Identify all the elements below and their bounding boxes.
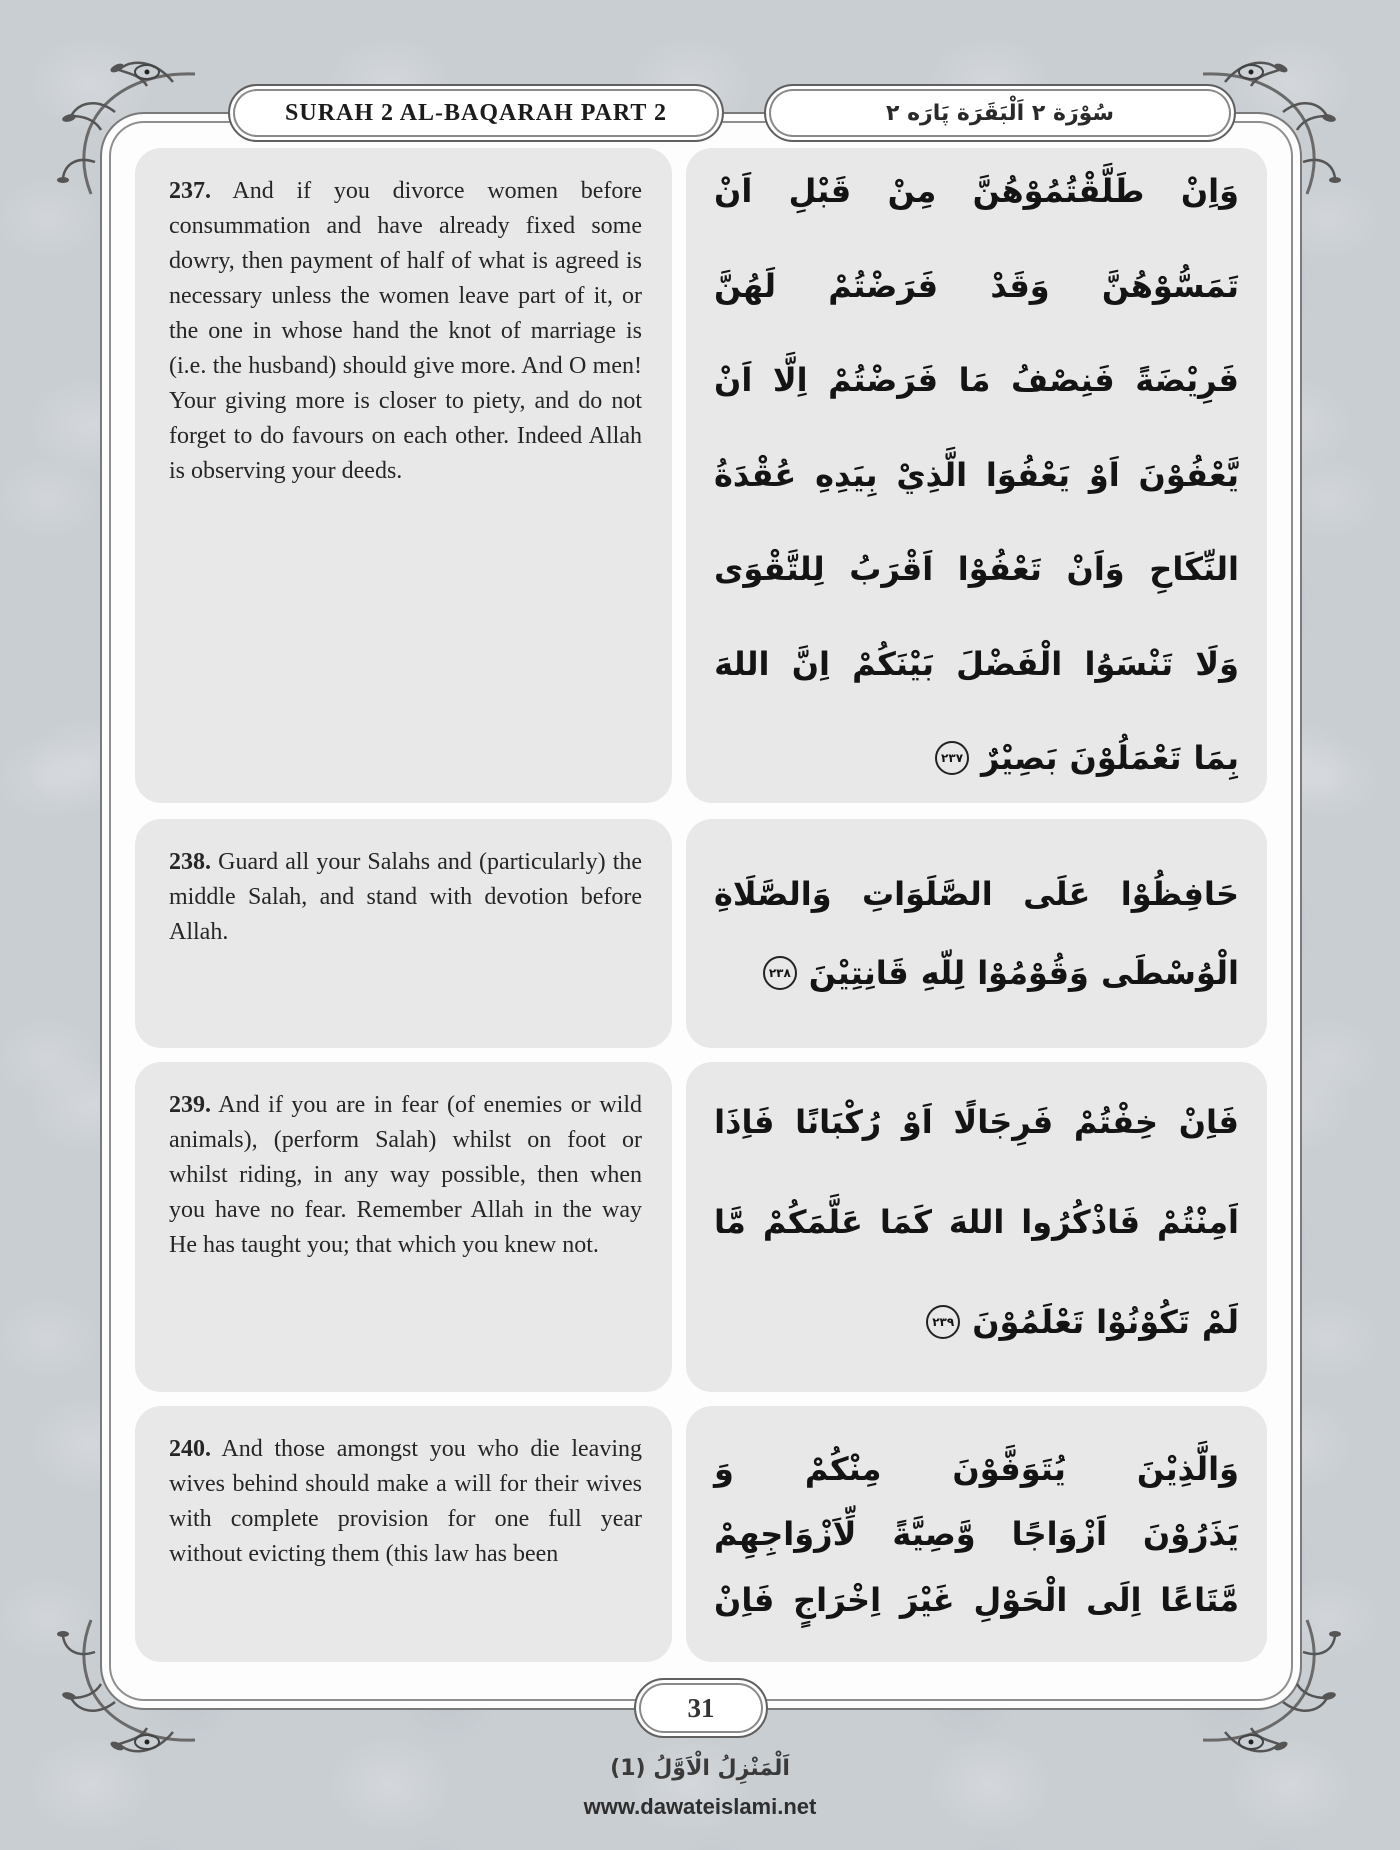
arabic-verse-line: يَذَرُوْنَ اَزْوَاجًا وَّصِيَّةً لِّاَزْوَاجِهِمْ [714,1515,1239,1553]
manzil-label-arabic: اَلْمَنْزِلُ الْاَوَّلُ (1) [610,1756,790,1781]
arabic-verse-line: مَّتَاعًا اِلَى الْحَوْلِ غَيْرَ اِخْرَاجٍ فَاِنْ [714,1580,1239,1619]
arabic-verse-line: وَاِنْ طَلَّقْتُمُوْهُنَّ مِنْ قَبْلِ اَنْ [714,172,1239,210]
arabic-verse-line: وَلَا تَنْسَوُا الْفَضْلَ بَيْنَكُمْ اِنَّ اللهَ [714,644,1239,683]
arabic-box-verse-238 [686,819,1267,1048]
verse-number-240: 240. [169,1436,211,1462]
ayah-end-marker: ٢٣٩ [926,1305,960,1339]
arabic-verse-line: بِمَا تَعْمَلُوْنَ بَصِيْرٌ ٢٣٧ [714,739,1239,777]
arabic-verse-line: يَّعْفُوْنَ اَوْ يَعْفُوَا الَّذِيْ بِيَدِهِ عُقْدَةُ [714,455,1239,494]
arabic-verse-line: تَمَسُّوْهُنَّ وَقَدْ فَرَضْتُمْ لَهُنَّ [714,266,1239,305]
arabic-box-verse-239 [686,1062,1267,1392]
translation-body-237: And if you divorce women before consummation and have already fixed some dowry, then payment of half of what is agreed is necessary unless the women leave part of it, or the one in whose hand the knot of marriage is (i.e. the husband) should give more. And O men! Your giving more is closer to piety, and do not forget to do favours on each other. Indeed Allah is observing your deeds. [169,178,642,484]
floral-corner-ornament-bottom-left [55,1612,205,1762]
arabic-verse-line: النِّكَاحِ وَاَنْ تَعْفُوْا اَقْرَبُ لِلتَّقْوَى [714,550,1239,588]
translation-box-verse-237 [135,148,672,803]
ayah-end-marker: ٢٣٧ [935,741,969,775]
translation-text-240 [135,1406,672,1572]
floral-corner-ornament-top-left [55,52,205,202]
arabic-verse-line: حَافِظُوْا عَلَى الصَّلَوَاتِ وَالصَّلَاةِ [714,875,1239,914]
verse-number-238: 238. [169,849,211,875]
arabic-verse-line: فَرِيْضَةً فَنِصْفُ مَا فَرَضْتُمْ اِلَّا اَنْ [714,361,1239,399]
arabic-verse-line: لَمْ تَكُوْنُوْا تَعْلَمُوْنَ ٢٣٩ [714,1272,1239,1372]
page-number-badge: 31 [634,1678,768,1738]
translation-box-verse-239 [135,1062,672,1392]
arabic-box-verse-240 [686,1406,1267,1662]
arabic-verse-line: فَاِنْ خِفْتُمْ فَرِجَالًا اَوْ رُكْبَانًا فَاِذَا [714,1103,1239,1141]
translation-box-verse-238 [135,819,672,1048]
website-url: www.dawateislami.net [583,1794,817,1819]
arabic-box-verse-237 [686,148,1267,803]
header-title-arabic: سُوْرَة ٢ اَلْبَقَرَة پَارَه ٢ [764,84,1236,142]
verse-number-237: 237. [169,178,211,204]
translation-body-240: And those amongst you who die leaving wives behind should make a will for their wives with complete provision for one full year without evicting them (this law has been [169,1436,642,1567]
verse-number-239: 239. [169,1092,211,1118]
translation-body-238: Guard all your Salahs and (particularly) the middle Salah, and stand with devotion before Allah. [169,849,643,945]
ayah-end-marker: ٢٣٨ [763,956,797,990]
arabic-verse-line: وَالَّذِيْنَ يُتَوَفَّوْنَ مِنْكُمْ وَ [714,1449,1239,1488]
arabic-verse-line: الْوُسْطَى وَقُوْمُوْا لِلّهِ قَانِتِيْنَ ٢٣٨ [714,954,1239,992]
translation-body-239: And if you are in fear (of enemies or wild animals), (perform Salah) whilst on foot or whilst riding, in any way possible, then when you have no fear. Remember Allah in the way He has taught you; that which you knew not. [169,1092,642,1258]
page-frame [100,112,1302,1710]
header-title-english: SURAH 2 AL-BAQARAH PART 2 [228,84,724,142]
translation-text-239 [135,1062,672,1263]
floral-corner-ornament-bottom-right [1193,1612,1343,1762]
translation-text-238 [135,819,672,950]
translation-text-237 [135,148,672,489]
arabic-verse-line: اَمِنْتُمْ فَاذْكُرُوا اللهَ كَمَا عَلَّمَكُمْ مَّا [714,1203,1239,1241]
translation-box-verse-240 [135,1406,672,1662]
